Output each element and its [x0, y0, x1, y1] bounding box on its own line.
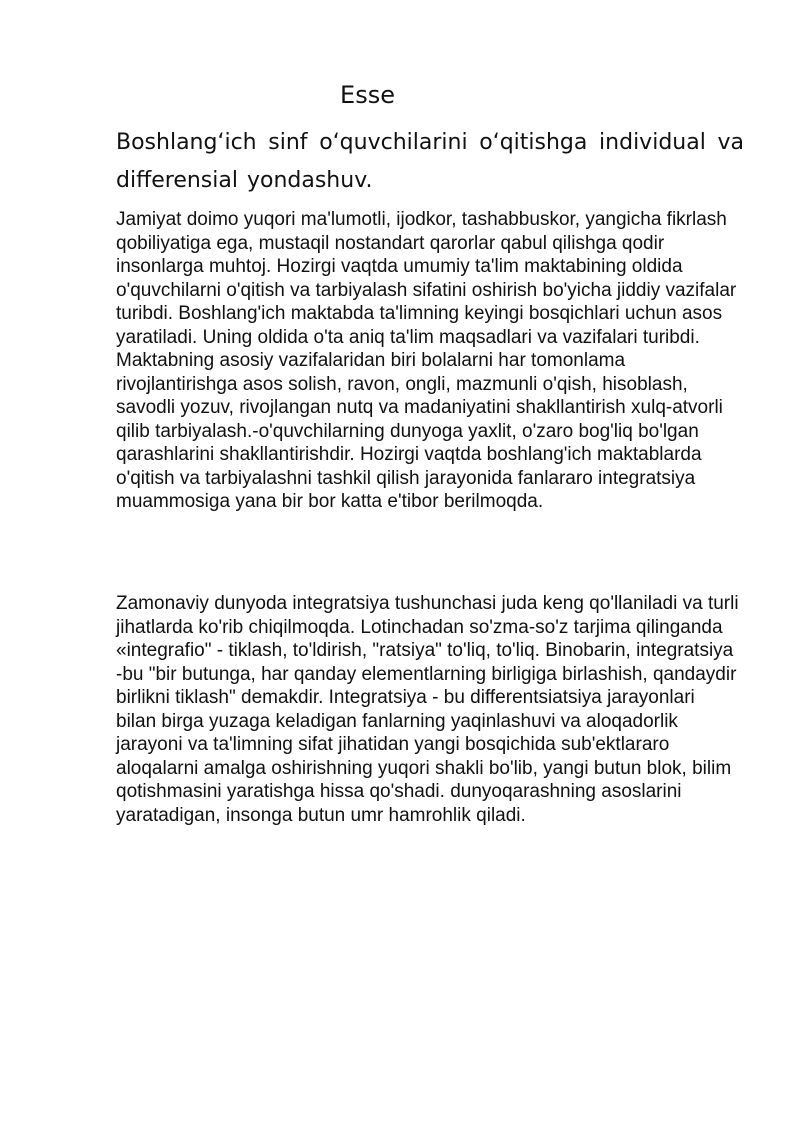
document-title: Esse	[340, 81, 395, 109]
body-paragraph-1: Jamiyat doimo yuqori ma'lumotli, ijodkor, tashabbuskor, yangicha fikrlash qobiliyatiga ega, mustaqil nostandart qarorlar qabul qilishga qodir insonlarga muhtoj. Hozirgi vaqtda umumiy ta'lim maktabining oldida o'quvchilarni o'qitish va tarbiyalash sifatini oshirish bo'yicha jiddiy vazifalar turibdi. Boshlang'ich maktabda ta'limning keyingi bosqichlari uchun asos yaratiladi. Uning oldida o'ta aniq ta'lim maqsadlari va vazifalari turibdi. Maktabning asosiy vazifalaridan biri bolalarni har tomonlama rivojlantirishga asos solish, ravon, ongli, mazmunli o'qish, hisoblash, savodli yozuv, rivojlangan nutq va madaniyatini shakllantirish xulq-atvorli qilib tarbiyalash.-o'quvchilarning dunyoga yaxlit, o'zaro bog'liq bo'lgan qarashlarini shakllantirishdir. Hozirgi vaqtda boshlang'ich maktablarda o'qitish va tarbiyalashni tashkil qilish jarayonida fanlararo integratsiya muammosiga yana bir bor katta e'tibor berilmoqda.	[116, 209, 737, 512]
body-paragraph-2: Zamonaviy dunyoda integratsiya tushunchasi juda keng qo'llaniladi va turli jihatlarda ko'rib chiqilmoqda. Lotinchadan so'zma-so'z tarjima qilinganda «integrafio" - tiklash, to'ldirish, "ratsiya" to'liq, to'liq. Binobarin, integratsiya -bu "bir butunga, har qanday elementlarning birligiga birlashish, qandaydir birlikni tiklash" demakdir. Integratsiya - bu differentsiatsiya jarayonlari bilan birga yuzaga keladigan fanlarning yaqinlashuvi va aloqadorlik jarayoni va ta'limning sifat jihatidan yangi bosqichida sub'ektlararo aloqalarni amalga oshirishning yuqori shakli bo'lib, yangi butun blok, bilim qotishmasini yaratishga hissa qo'shadi. dunyoqarashning asoslarini yaratadigan, insonga butun umr hamrohlik qiladi.	[116, 593, 739, 826]
document-subtitle: Boshlang‘ich sinf o‘quvchilarini o‘qitishga individual va differensial yondashuv.	[116, 130, 744, 193]
